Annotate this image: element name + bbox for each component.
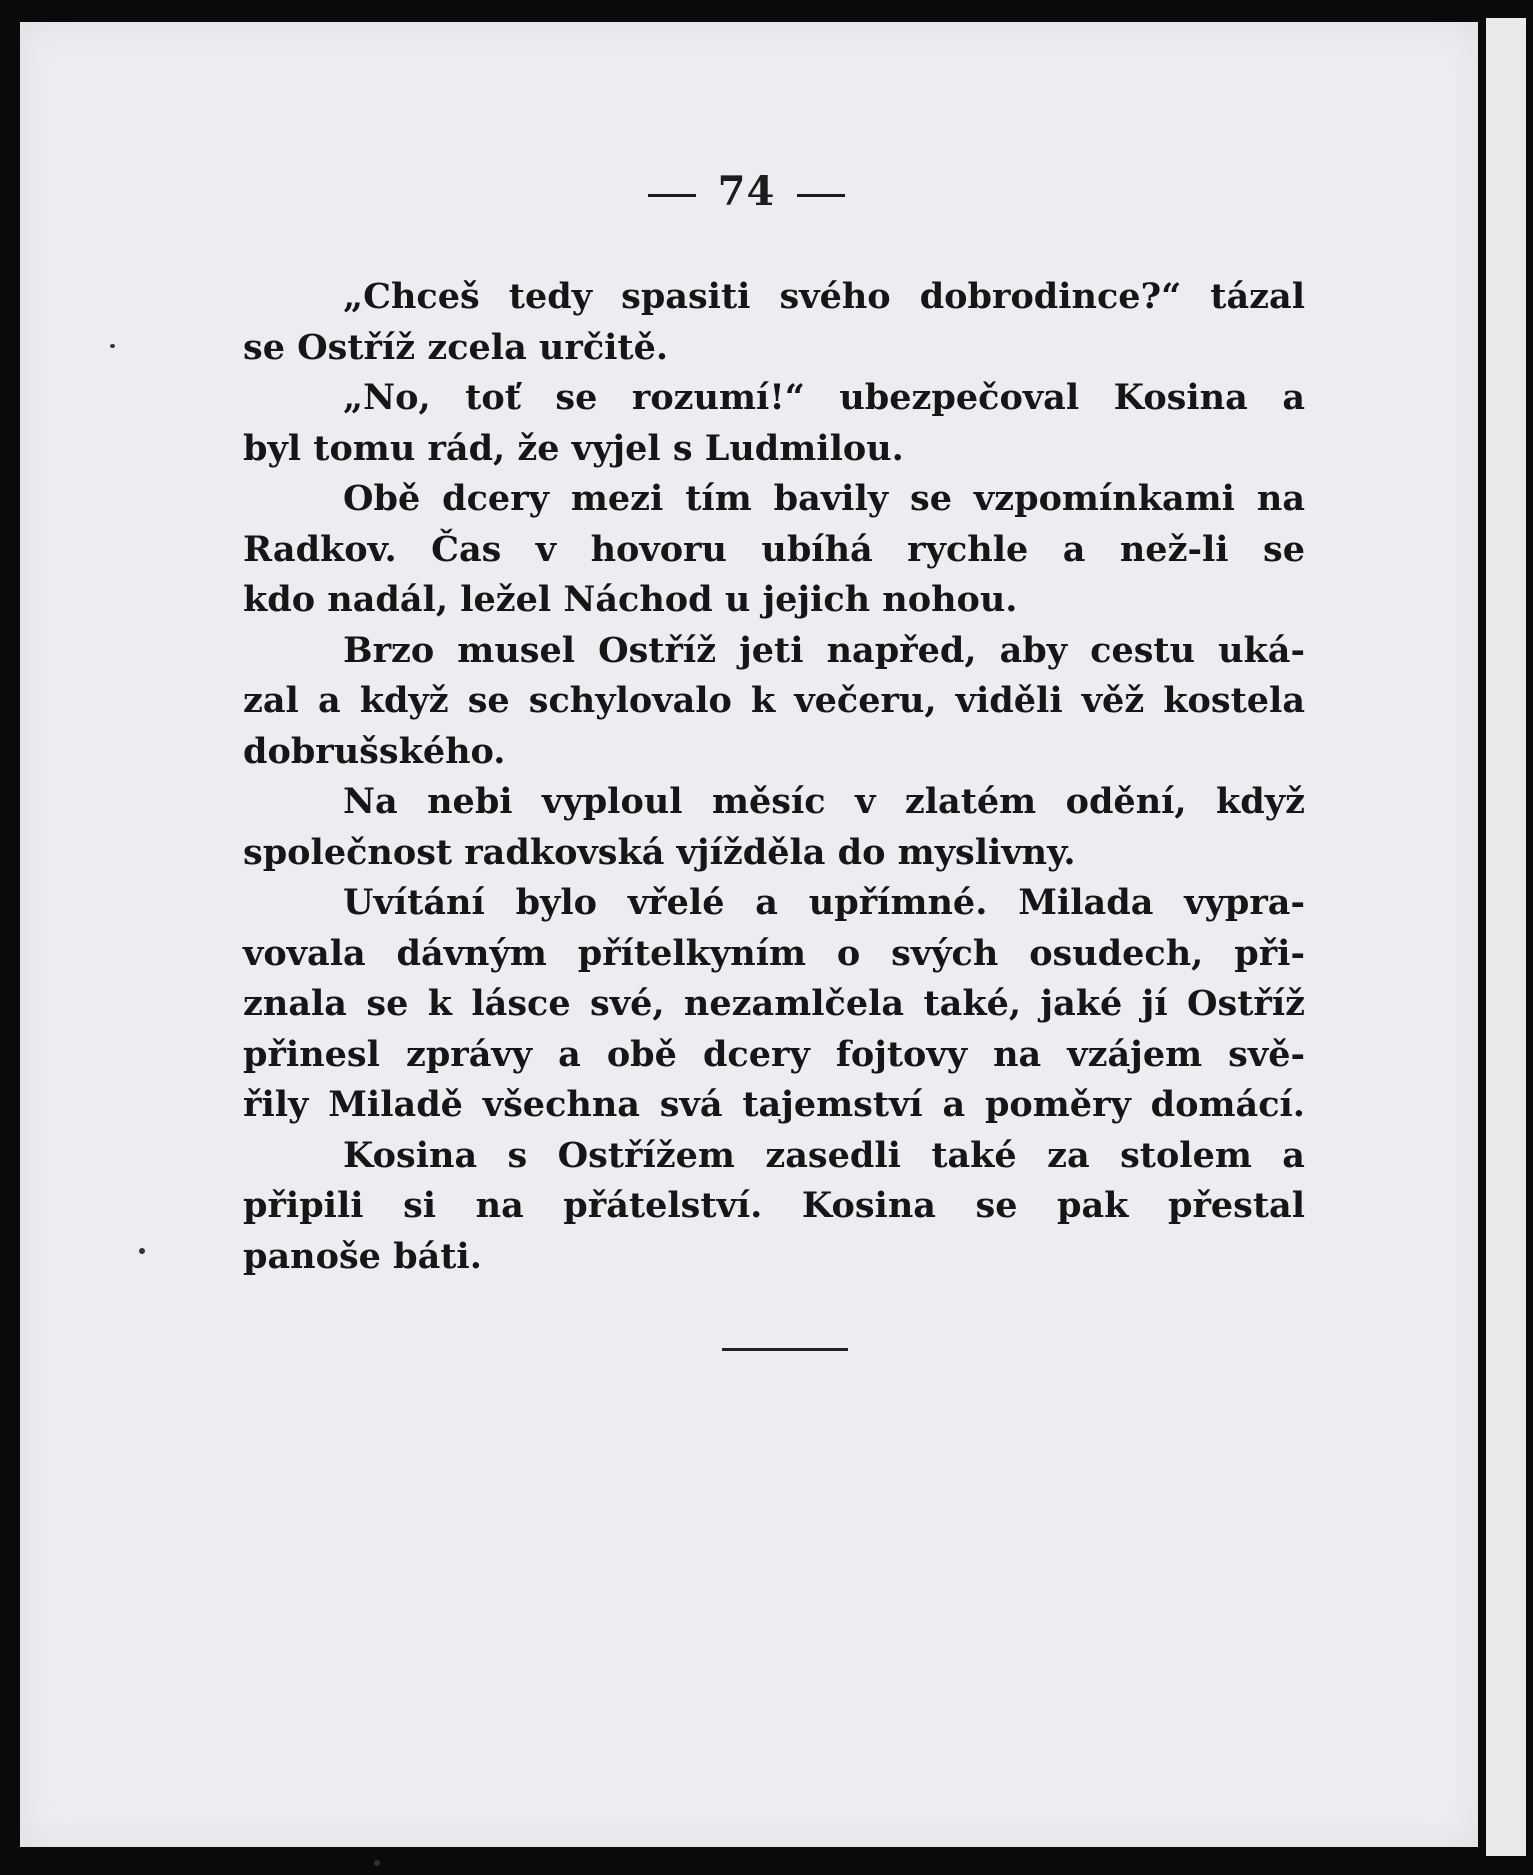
text-line: panoše báti. (243, 1235, 482, 1277)
left-dash (648, 194, 696, 197)
text-line: dobrušského. (243, 730, 506, 772)
body-text (243, 272, 1305, 1282)
text-line: „Chceš tedy spasiti svého dobrodince?“ tázal (343, 276, 1305, 317)
speck (374, 1860, 380, 1866)
next-page-edge (1486, 18, 1526, 1856)
text-line: se Ostříž zcela určitě. (243, 326, 669, 368)
text-line: Uvítání bylo vřelé a upřímné. Milada vypra- (343, 882, 1305, 923)
text-line: připili si na přátelství. Kosina se pak přestal (243, 1185, 1305, 1226)
page-number: 74 (717, 168, 776, 215)
text-line: společnost radkovská vjížděla do myslivny. (243, 831, 1076, 873)
text-line: řily Miladě všechna svá tajemství a poměry domácí. (243, 1084, 1305, 1125)
text-line: znala se k lásce své, nezamlčela také, jaké jí Ostříž (243, 983, 1305, 1024)
text-line: přinesl zprávy a obě dcery fojtovy na vzájem svě- (243, 1033, 1305, 1075)
text-line: kdo nadál, ležel Náchod u jejich nohou. (243, 579, 1018, 620)
text-line: Obě dcery mezi tím bavily se vzpomínkami na (343, 478, 1305, 519)
right-dash (797, 194, 845, 197)
text-line: vovala dávným přítelkyním o svých osudech, při- (243, 932, 1305, 974)
speck (139, 1248, 145, 1254)
text-line: Brzo musel Ostříž jeti napřed, aby cestu uká- (343, 629, 1305, 671)
text-line: Na nebi vyploul měsíc v zlatém odění, když (343, 781, 1305, 822)
end-rule (722, 1348, 848, 1351)
text-line: Radkov. Čas v hovoru ubíhá rychle a než-li se (243, 528, 1305, 570)
page-number-header (0, 168, 1513, 215)
speck (110, 344, 115, 348)
text-line: „No, toť se rozumí!“ ubezpečoval Kosina a (343, 377, 1305, 418)
text-line: zal a když se schylovalo k večeru, viděli věž kostela (243, 680, 1305, 721)
text-line: byl tomu rád, že vyjel s Ludmilou. (243, 427, 904, 469)
text-line: Kosina s Ostřížem zasedli také za stolem a (343, 1134, 1305, 1176)
